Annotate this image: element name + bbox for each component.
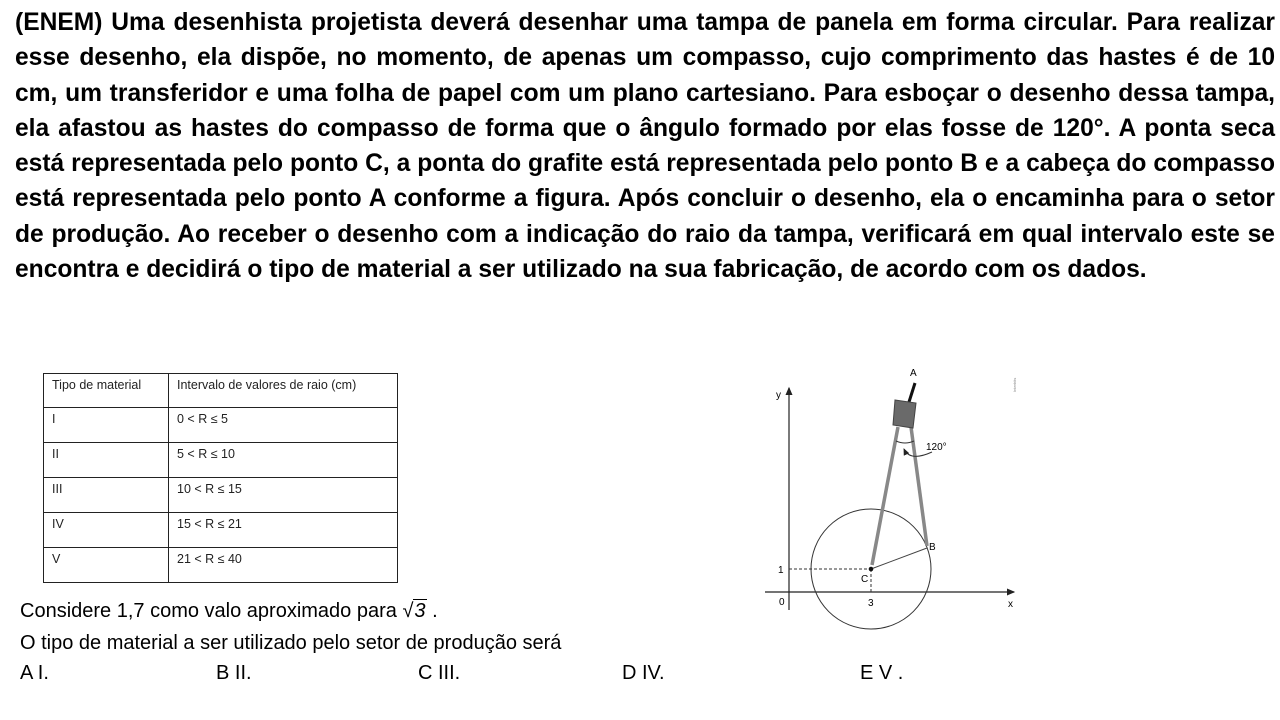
tick-x-label: 3 <box>868 598 874 609</box>
table-header: Tipo de material <box>44 374 169 408</box>
radius-cb <box>871 548 927 569</box>
compass-leg-c <box>872 427 898 565</box>
table-row <box>44 478 398 513</box>
option-d[interactable]: D IV. <box>622 662 665 684</box>
compass-head <box>893 400 916 428</box>
consider-end: . <box>426 600 438 622</box>
compass-leg-b <box>911 427 927 546</box>
table-cell: 5 < R ≤ 10 <box>169 443 398 478</box>
table-cell: 15 < R ≤ 21 <box>169 513 398 548</box>
table-cell: III <box>44 478 169 513</box>
table-cell: 10 < R ≤ 15 <box>169 478 398 513</box>
label-a: A <box>910 368 917 379</box>
label-x: x <box>1008 599 1013 610</box>
table-cell: V <box>44 548 169 583</box>
table-header-row <box>44 374 398 408</box>
option-e[interactable]: E V . <box>860 662 904 684</box>
table-row <box>44 443 398 478</box>
tick-y-label: 1 <box>778 565 784 576</box>
table-row <box>44 513 398 548</box>
table-cell: IV <box>44 513 169 548</box>
label-c: C <box>861 574 869 585</box>
table-row <box>44 548 398 583</box>
compass-figure <box>762 360 1024 635</box>
question-statement: (ENEM) Uma desenhista projetista deverá desenhar uma tampa de panela em forma circular. Para realizar esse desenho, ela dispõe, no momento, de apenas um compasso, cujo comprimento das hastes é de 10 cm, um transferidor e uma folha de papel com um plano cartesiano. Para esboçar o desenho dessa tampa, ela afastou as hastes do compasso de forma que o ângulo formado por elas fosse de 120°. A ponta seca está representada pelo ponto C, a ponta do grafite está representada pelo ponto B e a cabeça do compasso está representada pelo ponto A conforme a figura. Após concluir o desenho, ela o encaminha para o setor de produção. Ao receber o desenho com a indicação do raio da tampa, verificará em qual intervalo este se encontra e decidirá o tipo de material a ser utilizado na sua fabricação, de acordo com os dados. <box>15 9 1275 284</box>
material-table <box>43 373 398 583</box>
compass-handle <box>909 383 915 402</box>
option-a[interactable]: A I. <box>20 662 49 684</box>
table-row <box>44 408 398 443</box>
table-cell: 0 < R ≤ 5 <box>169 408 398 443</box>
sqrt-expression: √3 <box>402 600 426 622</box>
label-b: B <box>929 542 936 553</box>
option-b[interactable]: B II. <box>216 662 252 684</box>
option-c[interactable]: C III. <box>418 662 461 684</box>
watermark: Interbits <box>1012 377 1017 392</box>
label-y: y <box>776 390 781 401</box>
angle-label: 120° <box>926 442 947 453</box>
consider-text: Considere 1,7 como valo aproximado para <box>20 600 397 622</box>
table-cell: II <box>44 443 169 478</box>
consider-line <box>20 600 438 623</box>
table-header: Intervalo de valores de raio (cm) <box>169 374 398 408</box>
point-c <box>869 567 874 572</box>
table-cell: 21 < R ≤ 40 <box>169 548 398 583</box>
table-cell: I <box>44 408 169 443</box>
question-text: O tipo de material a ser utilizado pelo setor de produção será <box>20 632 562 654</box>
sqrt-radicand: 3 <box>414 600 426 622</box>
label-origin: 0 <box>779 597 785 608</box>
